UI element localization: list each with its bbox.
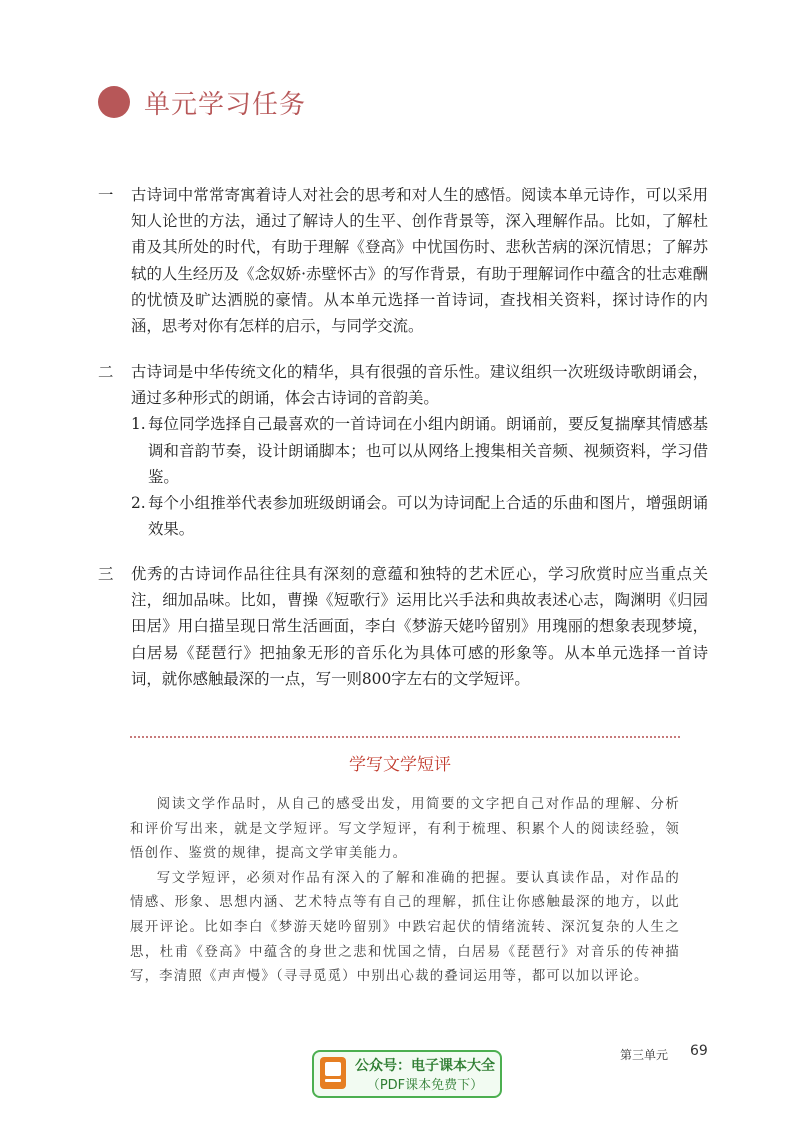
sidebar-box-title: 学写文学短评	[349, 755, 451, 775]
subtask-number: 1.	[131, 415, 146, 434]
watermark-badge	[312, 1050, 502, 1098]
task-text: 古诗词中常常寄寓着诗人对社会的思考和对人生的感悟。阅读本单元诗作，可以采用知人论世的方法，通过了解诗人的生平、创作背景等，深入理解作品。比如，了解杜甫及其所处的时代，有助于理解《登高》中忧国伤时、悲秋苦病的深沉情思；了解苏轼的人生经历及《念奴娇·赤壁怀古》的写作背景，有助于理解词作中蕴含的壮志难酬的忧愤及旷达洒脱的豪情。从本单元选择一首诗词，查找相关资料，探讨诗作的内涵，思考对你有怎样的启示，与同学交流。	[131, 186, 708, 336]
watermark-line-2: （PDF课本免费下）	[366, 1078, 484, 1093]
bullet-circle-icon	[98, 86, 130, 118]
subtask-number: 2.	[131, 494, 146, 513]
subtask-1	[131, 411, 708, 490]
task-text: 古诗词是中华传统文化的精华，具有很强的音乐性。建议组织一次班级诗歌朗诵会，通过多种形式的朗诵，体会古诗词的音韵美。	[131, 363, 708, 408]
dotted-divider	[130, 736, 680, 738]
task-1	[98, 182, 708, 339]
task-2	[98, 359, 708, 542]
sidebar-box-text	[130, 793, 680, 990]
section-title: 单元学习任务	[144, 89, 307, 120]
task-3	[98, 561, 708, 692]
watermark-line-1: 公众号：电子课本大全	[355, 1058, 495, 1074]
page-number: 69	[690, 1043, 708, 1059]
box-paragraph: 阅读文学作品时，从自己的感受出发，用简要的文字把自己对作品的理解、分析和评价写出来，就是文学短评。写文学短评，有利于梳理、积累个人的阅读经验，领悟创作、鉴赏的规律，提高文学审美能力。	[130, 797, 680, 862]
box-paragraph: 写文学短评，必须对作品有深入的了解和准确的把握。要认真读作品，对作品的情感、形象、思想内涵、艺术特点等有自己的理解，抓住让你感触最深的地方，以此展开评论。比如李白《梦游天姥吟留别》中跌宕起伏的情绪流转、深沉复杂的人生之思，杜甫《登高》中蕴含的身世之悲和忧国之情，白居易《琵琶行》对音乐的传神描写，李清照《声声慢》（寻寻觅觅）中别出心裁的叠词运用等，都可以加以评论。	[130, 870, 680, 985]
task-text: 优秀的古诗词作品往往具有深刻的意蕴和独特的艺术匠心，学习欣赏时应当重点关注，细加品味。比如，曹操《短歌行》运用比兴手法和典故表述心志，陶渊明《归园田居》用白描呈现日常生活画面，李白《梦游天姥吟留别》用瑰丽的想象表现梦境，白居易《琵琶行》把抽象无形的音乐化为具体可感的形象等。从本单元选择一首诗词，就你感触最深的一点，写一则800字左右的文学短评。	[131, 565, 708, 688]
subtask-text: 每位同学选择自己最喜欢的一首诗词在小组内朗诵。朗诵前，要反复揣摩其情感基调和音韵节奏，设计朗诵脚本；也可以从网络上搜集相关音频、视频资料，学习借鉴。	[148, 415, 708, 486]
task-number: 三	[98, 565, 114, 583]
subtask-2	[131, 490, 708, 542]
subtask-text: 每个小组推举代表参加班级朗诵会。可以为诗词配上合适的乐曲和图片，增强朗诵效果。	[148, 494, 708, 539]
section-header	[98, 82, 306, 122]
book-icon	[320, 1057, 346, 1089]
task-number: 二	[98, 363, 114, 381]
task-number: 一	[98, 186, 114, 204]
footer-unit-label: 第三单元	[620, 1048, 669, 1062]
